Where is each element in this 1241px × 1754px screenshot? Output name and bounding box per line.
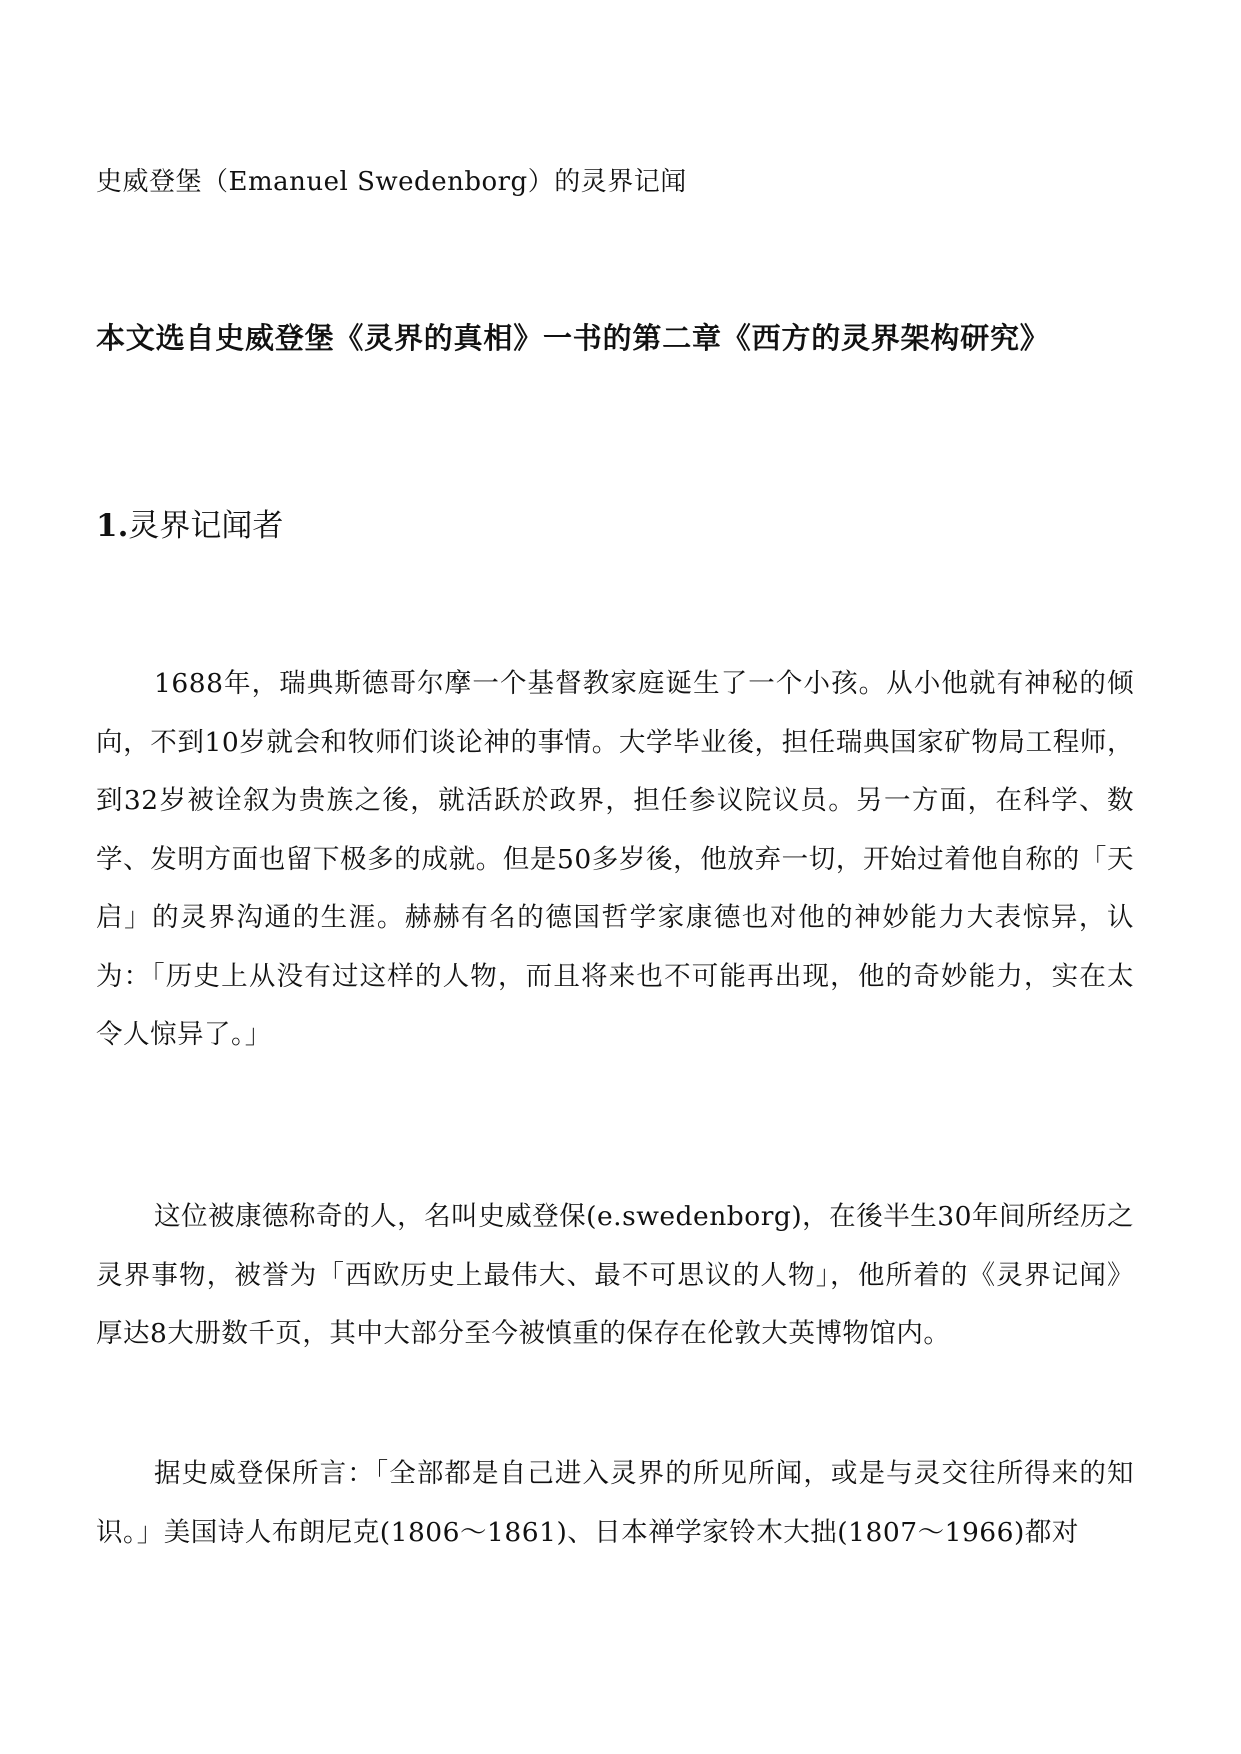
document-title: 史威登堡（Emanuel Swedenborg）的灵界记闻 — [96, 167, 687, 197]
paragraph: 据史威登保所言：「全部都是自己进入灵界的所见所闻，或是与灵交往所得来的知识。」美国诗人布朗尼克(1806～1861)、日本禅学家铃木大拙(1807～1966)都对 — [96, 1458, 1134, 1548]
section-heading — [96, 504, 283, 548]
paragraph: 这位被康德称奇的人，名叫史威登保(e.swedenborg)，在後半生30年间所经历之灵界事物，被誉为「西欧历史上最伟大、最不可思议的人物」，他所着的《灵界记闻》厚达8大册数千页，其中大部分至今被慎重的保存在伦敦大英博物馆内。 — [96, 1201, 1134, 1349]
paragraph: 1688年，瑞典斯德哥尔摩一个基督教家庭诞生了一个小孩。从小他就有神秘的倾向，不到10岁就会和牧师们谈论神的事情。大学毕业後，担任瑞典国家矿物局工程师，到32岁被诠叙为贵族之後，就活跃於政界，担任参议院议员。另一方面，在科学、数学、发明方面也留下极多的成就。但是50多岁後，他放弃一切，开始过着他自称的「天启」的灵界沟通的生涯。赫赫有名的德国哲学家康德也对他的神妙能力大表惊异，认为：「历史上从没有过这样的人物，而且将来也不可能再出现，他的奇妙能力，实在太令人惊异了。」 — [96, 668, 1134, 1050]
section-title: 灵界记闻者 — [128, 508, 284, 544]
section-number: 1. — [96, 508, 129, 544]
document-subtitle: 本文选自史威登堡《灵界的真相》一书的第二章《西方的灵界架构研究》 — [96, 321, 1050, 355]
